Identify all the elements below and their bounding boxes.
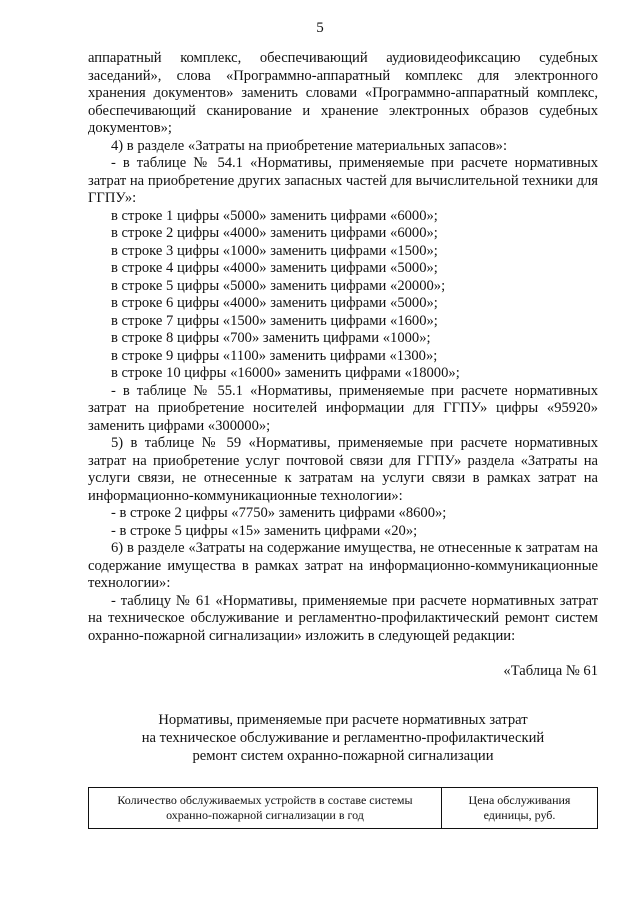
list-item: в строке 7 цифры «1500» заменить цифрами «1600»;: [111, 312, 438, 329]
table-header-row: [89, 787, 598, 828]
header-text: единицы, руб.: [483, 807, 556, 822]
list-item: в строке 4 цифры «4000» заменить цифрами «5000»;: [111, 260, 438, 276]
paragraph-table-54-1: - в таблице № 54.1 «Нормативы, применяемые при расчете нормативных затрат на приобретение других запасных частей для вычислительной техники для ГГПУ»:: [88, 155, 598, 206]
list-item: в строке 3 цифры «1000» заменить цифрами «1500»;: [111, 242, 438, 259]
table-title: [88, 711, 598, 765]
paragraph-section-5: 5) в таблице № 59 «Нормативы, применяемые при расчете нормативных затрат на приобретение услуг почтовой связи для ГГПУ» раздела «Затраты на услуги связи, не отнесенные к затратам на услуги связи в рамках затрат на информационно-коммуникационные технологии»:: [88, 435, 598, 504]
header-text: охранно-пожарной сигнализации в год: [166, 807, 364, 822]
page-number: 5: [316, 20, 324, 36]
header-text: Цена обслуживания: [468, 792, 571, 807]
list-item: в строке 1 цифры «5000» заменить цифрами «6000»;: [111, 207, 438, 224]
paragraph-section-4: 4) в разделе «Затраты на приобретение материальных запасов»:: [111, 137, 508, 154]
table-title-line: ремонт систем охранно-пожарной сигнализации: [192, 747, 494, 764]
list-item: - в строке 5 цифры «15» заменить цифрами «20»;: [111, 522, 418, 539]
paragraph-table-55-1: - в таблице № 55.1 «Нормативы, применяемые при расчете нормативных затрат на приобретение носителей информации для ГГПУ» цифры «95920» заменить цифрами «300000»;: [88, 382, 598, 434]
paragraph-section-6: 6) в разделе «Затраты на содержание имущества, не отнесенные к затратам на содержание имущества в рамках затрат на информационно-коммуникационные технологии»:: [88, 540, 598, 591]
list-item: в строке 10 цифры «16000» заменить цифрами «18000»;: [111, 365, 460, 381]
list-item: в строке 8 цифры «700» заменить цифрами «1000»;: [111, 330, 431, 346]
header-text: Количество обслуживаемых устройств в составе системы: [117, 792, 413, 807]
list-item: - в строке 2 цифры «7750» заменить цифрами «8600»;: [111, 505, 447, 521]
header-unit-price: [442, 787, 598, 828]
table-title-line: Нормативы, применяемые при расчете нормативных затрат: [158, 711, 528, 728]
list-item: в строке 6 цифры «4000» заменить цифрами «5000»;: [111, 295, 438, 311]
paragraph-table-61: - таблицу № 61 «Нормативы, применяемые при расчете нормативных затрат на техническое обслуживание и регламентно-профилактический ремонт систем охранно-пожарной сигнализации» изложить в следующей редакции:: [88, 592, 598, 644]
document-body: [88, 50, 598, 829]
list-item: в строке 5 цифры «5000» заменить цифрами «20000»;: [111, 277, 446, 294]
list-item: в строке 9 цифры «1100» заменить цифрами «1300»;: [111, 347, 438, 364]
table-title-line: на техническое обслуживание и регламентно-профилактический: [141, 729, 545, 746]
norms-table: [88, 787, 598, 829]
list-item: в строке 2 цифры «4000» заменить цифрами «6000»;: [111, 225, 438, 241]
paragraph-continuation: аппаратный комплекс, обеспечивающий аудиовидеофиксацию судебных заседаний», слова «Программно-аппаратный комплекс для электронного хранения документов» заменить словами «Программно-аппаратный комплекс, обеспечивающий сканирование и хранение электронных образов судебных документов»;: [88, 50, 598, 136]
header-devices-count: [89, 787, 442, 828]
table-label: «Таблица № 61: [503, 663, 598, 679]
